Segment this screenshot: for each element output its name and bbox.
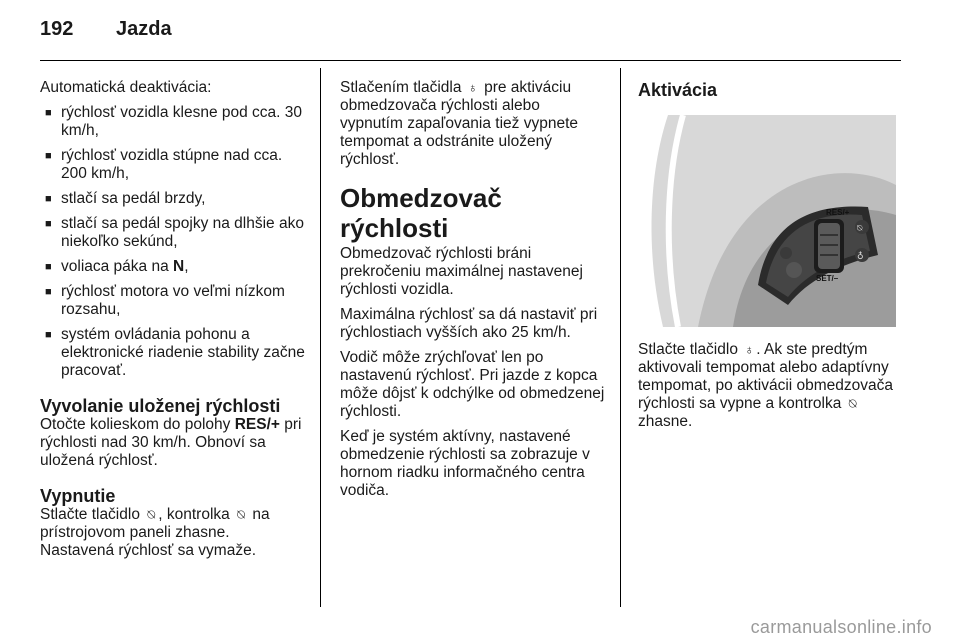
list-item: ■ stlačí sa pedál spojky na dlhšie ako niekoľko sekúnd, — [40, 215, 308, 251]
header-rule — [40, 60, 901, 61]
cruise-control-icon: ⍉ — [237, 507, 245, 522]
svg-text:⍉: ⍉ — [857, 224, 863, 234]
activation-paragraph — [638, 341, 902, 431]
list-item-text: voliaca páka na — [61, 258, 174, 275]
deactivation-list — [40, 104, 308, 380]
off-heading: Vypnutie — [40, 486, 116, 506]
recall-paragraph — [40, 416, 308, 470]
limiter-heading: Obmedzovač rýchlosti — [340, 183, 502, 243]
list-item-tail: , — [184, 258, 189, 275]
paragraph-text-2: . Ak ste predtým aktivovali tempomat alebo adaptívny tempomat, po aktivácii obmedzovača rýchlosti sa vypne a kontrolka — [638, 341, 894, 412]
steering-wheel-illustration — [638, 115, 896, 327]
list-item — [40, 258, 308, 276]
recall-heading: Vyvolanie uloženej rýchlosti — [40, 396, 281, 416]
res-label: RES/+ — [234, 416, 280, 433]
paragraph: Obmedzovač rýchlosti bráni prekročeniu maximálnej nastavenej rýchlosti vozidla. — [340, 245, 583, 298]
svg-text:♁: ♁ — [857, 252, 864, 262]
paragraph-text-3: zhasne. — [638, 413, 693, 430]
paragraph-text-2: pre aktiváciu obmedzovača rýchlosti alebo vypnutím zapaľovania tiež vypnete tempomat a odstránite uložený rýchlosť. — [340, 79, 579, 168]
paragraph: Vodič môže zrýchľovať len po nastavenú rýchlosť. Pri jazde z kopca môže dôjsť k odchýlke od obmedzenej rýchlosti. — [340, 349, 605, 420]
off-text: Stlačte tlačidlo — [40, 506, 145, 523]
watermark: carmanualsonline.info — [750, 617, 932, 637]
off-text-3: na prístrojovom paneli zhasne. — [40, 506, 270, 541]
paragraph: Maximálna rýchlosť sa dá nastaviť pri rýchlostiach vyšších ako 25 km/h. — [340, 306, 598, 341]
off-text-4: Nastavená rýchlosť sa vymaže. — [40, 542, 257, 559]
gear-n-label: N — [173, 258, 185, 275]
column-2 — [340, 79, 606, 507]
column-divider-1 — [320, 68, 321, 607]
column-3 — [638, 79, 902, 438]
paragraph-text: Stlačením tlačidla — [340, 79, 466, 96]
speed-limiter-icon: ♁ — [744, 342, 755, 357]
column-divider-2 — [620, 68, 621, 607]
activation-heading: Aktivácia — [638, 80, 718, 100]
list-item: ■ rýchlosť vozidla klesne pod cca. 30 km/h, — [40, 104, 308, 140]
off-paragraph — [40, 506, 308, 560]
list-item: ■ rýchlosť motora vo veľmi nízkom rozsahu, — [40, 283, 308, 319]
deactivation-intro: Automatická deaktivácia: — [40, 79, 212, 96]
list-item: ■ rýchlosť vozidla stúpne nad cca. 200 km/h, — [40, 147, 308, 183]
set-wheel-label: SET/– — [816, 274, 839, 283]
paragraph: Keď je systém aktívny, nastavené obmedzenie rýchlosti sa zobrazuje v hornom riadku informačného centra vodiča. — [340, 428, 590, 499]
paragraph-text: Stlačte tlačidlo — [638, 341, 743, 358]
column-1 — [40, 79, 308, 560]
cruise-control-icon: ⍉ — [848, 396, 857, 411]
list-item: ■ stlačí sa pedál brzdy, — [40, 190, 308, 208]
section-title: Jazda — [116, 18, 172, 40]
cruise-control-icon: ⍉ — [147, 507, 156, 522]
res-wheel-label: RES/+ — [826, 208, 850, 217]
recall-text: Otočte kolieskom do polohy — [40, 416, 235, 433]
off-text-2: , kontrolka — [158, 506, 235, 523]
list-item: ■ systém ovládania pohonu a elektronické riadenie stability začne pracovať. — [40, 326, 308, 380]
page-number: 192 — [40, 18, 74, 40]
speed-limiter-icon: ♁ — [467, 80, 478, 95]
limiter-intro-paragraph — [340, 79, 606, 169]
recall-text-2: pri rýchlosti nad 30 km/h. Obnoví sa uložená rýchlosť. — [40, 416, 302, 469]
